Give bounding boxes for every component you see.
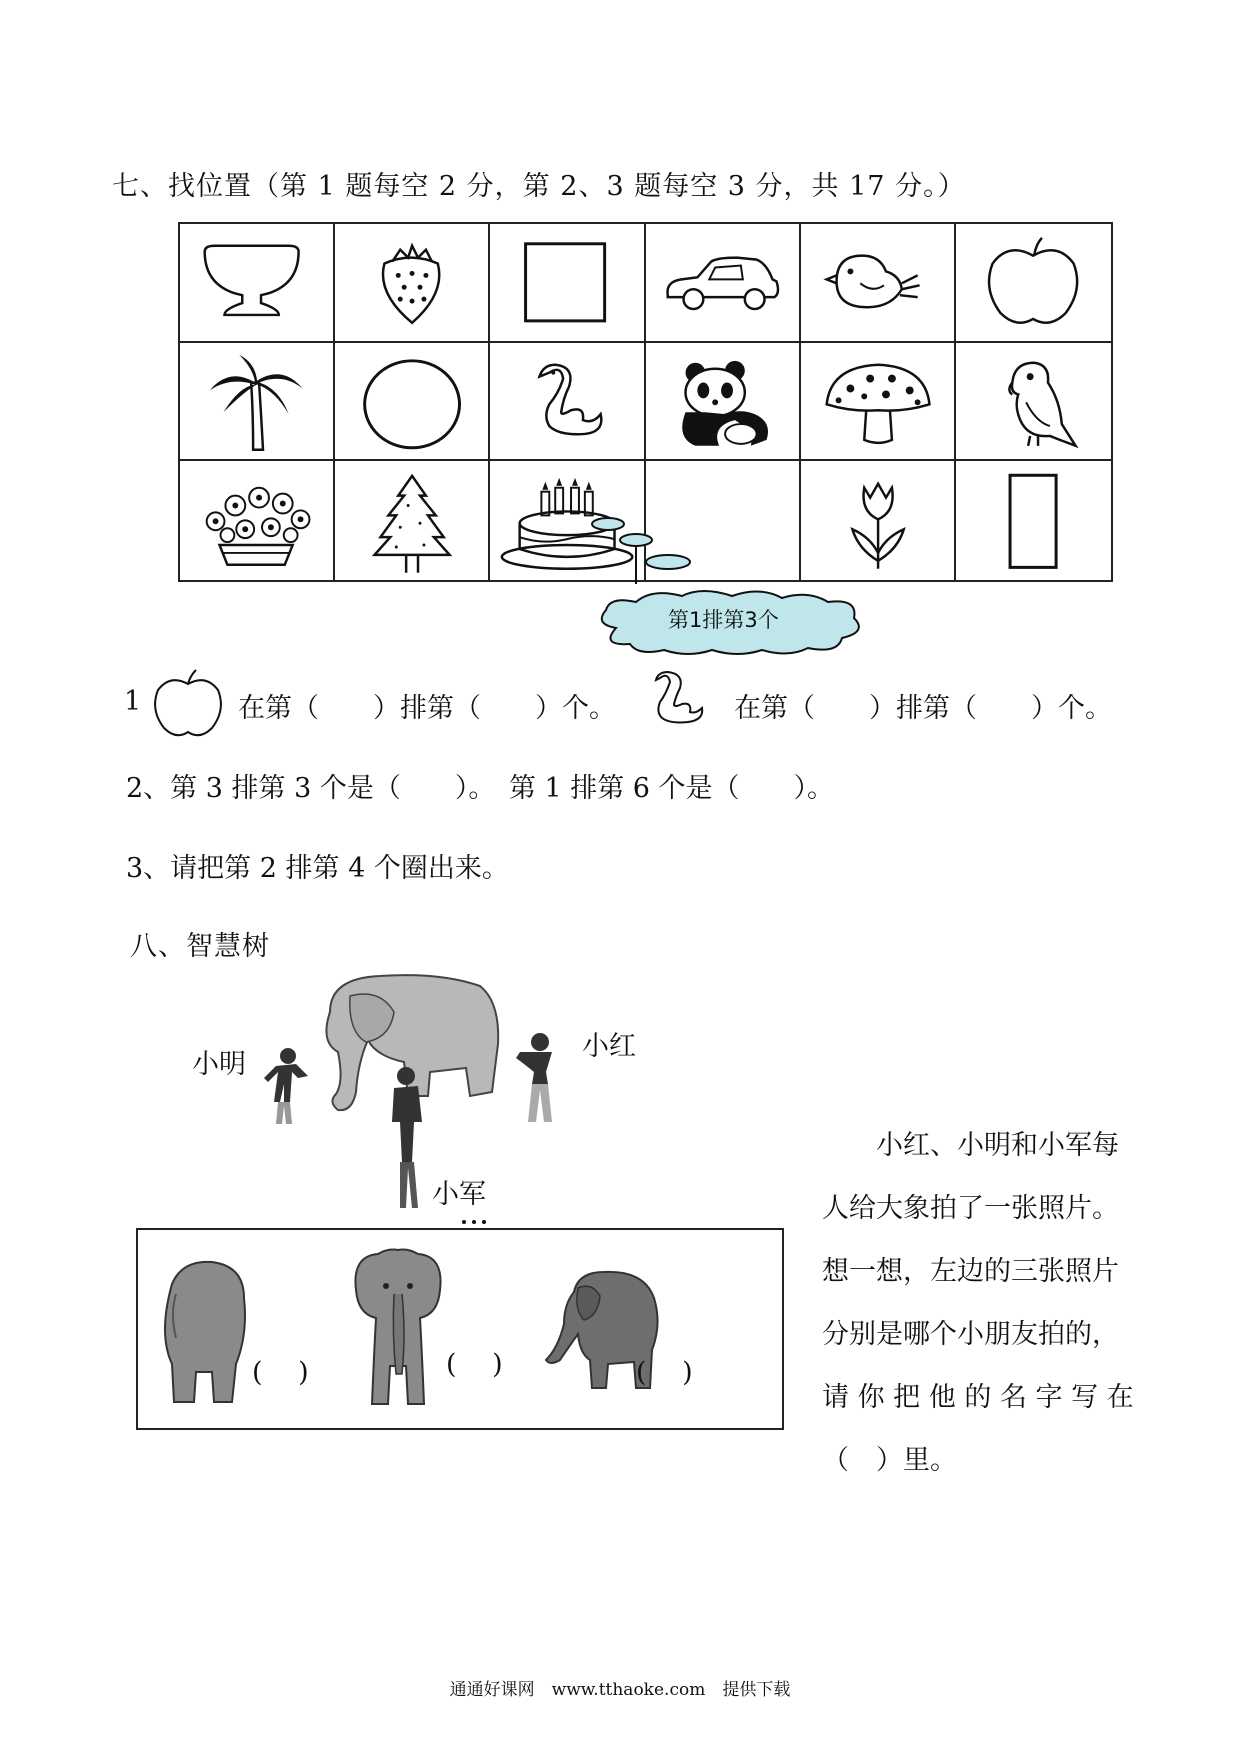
grid-cell: [646, 224, 801, 343]
name-label-xiaoming: 小明: [192, 1049, 246, 1080]
apple-icon: [150, 668, 226, 740]
answer-paren-2[interactable]: ( ): [446, 1349, 503, 1380]
grid-cell: [180, 343, 335, 462]
circle-icon: [335, 343, 488, 460]
name-label-xiaojun: 小军: [432, 1179, 486, 1210]
goblet-icon: [180, 224, 333, 341]
swan-icon: [490, 343, 643, 460]
section-8-paragraph: [822, 1114, 1142, 1492]
elephant-photo-front: [348, 1244, 448, 1414]
answer-paren-1[interactable]: ( ): [252, 1357, 309, 1388]
grid-cell: [490, 224, 645, 343]
grid-cell: [335, 343, 490, 462]
child-figure-xiaojun: [392, 1067, 422, 1208]
mushroom-icon: [801, 343, 954, 460]
palm-tree-icon: [180, 343, 333, 460]
answer-paren-3[interactable]: ( ): [636, 1357, 693, 1388]
grid-cell: [180, 461, 335, 580]
grid-cell: [956, 224, 1111, 343]
elephant-scene: [180, 972, 580, 1208]
paragraph-line: 请 你 把 他 的 名 字 写 在: [822, 1382, 1134, 1413]
question-3: 3、请把第 2 排第 4 个圈出来。: [126, 853, 509, 884]
swan-icon: [646, 668, 708, 728]
child-figure-xiaoming: [264, 1048, 308, 1124]
pine-tree-icon: [335, 461, 488, 580]
name-label-xiaohong: 小红: [582, 1031, 636, 1062]
grid-cell: [180, 224, 335, 343]
question-1b-text: 在第（ ）排第（ ）个。: [734, 693, 1112, 724]
strawberry-icon: [335, 224, 488, 341]
question-1a-text: 在第（ ）排第（ ）个。: [238, 693, 616, 724]
flower-basket-icon: [180, 461, 333, 580]
grid-cell: [335, 461, 490, 580]
parrot-icon: [956, 343, 1111, 460]
child-figure-xiaohong: [516, 1033, 552, 1122]
paragraph-line: 分别是哪个小朋友拍的，: [822, 1319, 1119, 1350]
section-8-title: 八、智慧树: [130, 931, 270, 962]
section-7-title: 七、找位置（第 1 题每空 2 分，第 2、3 题每空 3 分，共 17 分。）: [112, 171, 966, 202]
photo-box: [136, 1228, 784, 1430]
footer: 通通好课网 www.tthaoke.com 提供下载: [449, 1680, 791, 1700]
rectangle-icon: [956, 461, 1111, 580]
paragraph-line: （ ）里。: [822, 1445, 957, 1476]
grid-cell: [956, 461, 1111, 580]
apple-icon: [956, 224, 1111, 341]
grid-cell: [335, 224, 490, 343]
grid-cell: [801, 224, 956, 343]
grid-cell: [646, 343, 801, 462]
bird-icon: [801, 224, 954, 341]
callout-label: 第1排第3个: [668, 608, 779, 632]
panda-icon: [646, 343, 799, 460]
question-2: 2、第 3 排第 3 个是（ ）。 第 1 排第 6 个是（ ）。: [126, 773, 835, 804]
elephant-photo-rear: [152, 1254, 252, 1410]
grid-cell: [801, 343, 956, 462]
paragraph-line: 人给大象拍了一张照片。: [822, 1193, 1119, 1224]
car-icon: [646, 224, 799, 341]
question-1-number: 1: [124, 686, 142, 717]
square-icon: [490, 224, 643, 341]
paragraph-line: 小红、小明和小军每: [822, 1130, 1119, 1161]
grid-cell: [956, 343, 1111, 462]
paragraph-line: 想一想，左边的三张照片: [822, 1256, 1119, 1287]
dots-icon: [460, 1218, 490, 1226]
grid-cell: [490, 343, 645, 462]
